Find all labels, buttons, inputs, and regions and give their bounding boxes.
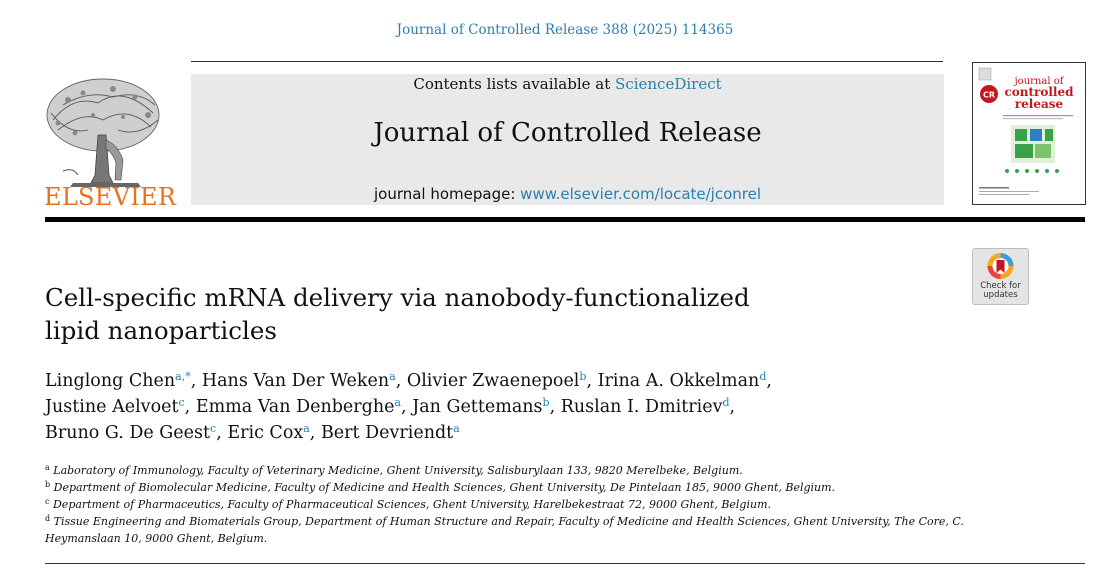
author-name[interactable]: Jan Gettemans [412,397,543,417]
affiliation-label: a [45,463,50,472]
cover-title-2: controlled [1004,85,1074,99]
affiliation-text: Tissue Engineering and Biomaterials Group, Department of Human Structure and Repair, Faculty of Medicine and Health Sciences, Ghent University, The Core, C. [53,515,964,528]
author-line-1 [45,368,945,394]
author-affiliation-ref[interactable]: a [453,422,460,435]
author-separator: , [586,371,598,391]
affiliation-text: Laboratory of Immunology, Faculty of Veterinary Medicine, Ghent University, Salisburylaan 133, 9820 Merelbeke, Belgium. [53,464,743,477]
affiliation-list [45,462,1045,547]
author-separator: , [184,397,196,417]
crossmark-icon [973,249,1028,283]
author-separator: , [729,397,736,417]
author-name[interactable]: Linglong Chen [45,371,176,391]
author-name[interactable]: Ruslan I. Dmitriev [560,397,723,417]
journal-citation[interactable]: Journal of Controlled Release 388 (2025) 114365 [396,22,734,38]
affiliation-a [45,462,1045,479]
contents-prefix: Contents lists available at [413,75,616,93]
cover-badge: CR [982,90,996,100]
author-separator: , [395,371,407,391]
header-thick-rule [45,217,1085,222]
cover-title-3: release [1014,97,1064,111]
author-affiliation-ref[interactable]: a [389,370,396,383]
affiliation-c [45,496,1045,513]
affiliation-text: Department of Pharmaceutics, Faculty of Pharmaceutical Sciences, Ghent University, Harelbekestraat 72, 9000 Ghent, Belgium. [52,498,772,511]
author-affiliation-ref[interactable]: a,* [175,370,191,383]
journal-cover-thumbnail[interactable] [972,62,1086,205]
author-line-3 [45,420,945,446]
author-list [45,368,945,446]
header-bottom-rule [45,563,1085,564]
affiliation-text: Department of Biomolecular Medicine, Faculty of Medicine and Health Sciences, Ghent University, De Pintelaan 185, 9000 Ghent, Belgium. [53,481,836,494]
affiliation-d [45,513,1045,530]
author-separator: , [766,371,772,391]
author-name[interactable]: Bruno G. De Geest [45,423,211,443]
contents-available-line [191,75,944,93]
author-separator: , [309,423,321,443]
header-top-rule [191,61,943,62]
author-name[interactable]: Eric Cox [227,423,304,443]
author-line-2 [45,394,945,420]
journal-title: Journal of Controlled Release [373,118,762,148]
affiliation-b [45,479,1045,496]
article-title-line2: lipid nanoparticles [45,316,277,345]
check-updates-label [973,282,1028,300]
cover-title-1: journal of [1014,76,1064,87]
check-updates-line2: updates [983,290,1018,300]
author-affiliation-ref[interactable]: c [178,396,185,409]
affiliation-label: c [45,497,50,506]
check-updates-line1: Check for [980,281,1021,291]
article-title [45,281,805,347]
journal-homepage-line [191,185,944,203]
author-separator: , [216,423,228,443]
sciencedirect-link[interactable]: ScienceDirect [615,75,722,93]
cover-art [973,63,1085,204]
author-affiliation-ref[interactable]: a [303,422,310,435]
author-separator: , [549,397,561,417]
journal-homepage-link[interactable]: www.elsevier.com/locate/jconrel [520,185,762,203]
author-affiliation-ref[interactable]: b [542,396,550,409]
author-separator: , [401,397,413,417]
author-name[interactable]: Justine Aelvoet [45,397,179,417]
author-affiliation-ref[interactable]: d [722,396,730,409]
author-name[interactable]: Hans Van Der Weken [201,371,390,391]
author-affiliation-ref[interactable]: d [759,370,767,383]
affiliation-label: d [45,514,51,523]
affiliation-label: b [45,480,51,489]
author-affiliation-ref[interactable]: c [210,422,217,435]
author-affiliation-ref[interactable]: b [579,370,587,383]
homepage-prefix: journal homepage: [373,185,521,203]
author-name[interactable]: Olivier Zwaenepoel [406,371,580,391]
author-affiliation-ref[interactable]: a [394,396,402,409]
check-for-updates-button[interactable] [972,248,1029,305]
author-name[interactable]: Irina A. Okkelman [597,371,760,391]
affiliation-d-continued: Heymanslaan 10, 9000 Ghent, Belgium. [45,532,268,545]
author-name[interactable]: Emma Van Denberghe [195,397,395,417]
article-title-line1: Cell-specific mRNA delivery via nanobody-functionalized [45,283,750,312]
author-name[interactable]: Bert Devriendt [320,423,454,443]
elsevier-wordmark: ELSEVIER [44,183,177,211]
author-separator: , [190,371,202,391]
